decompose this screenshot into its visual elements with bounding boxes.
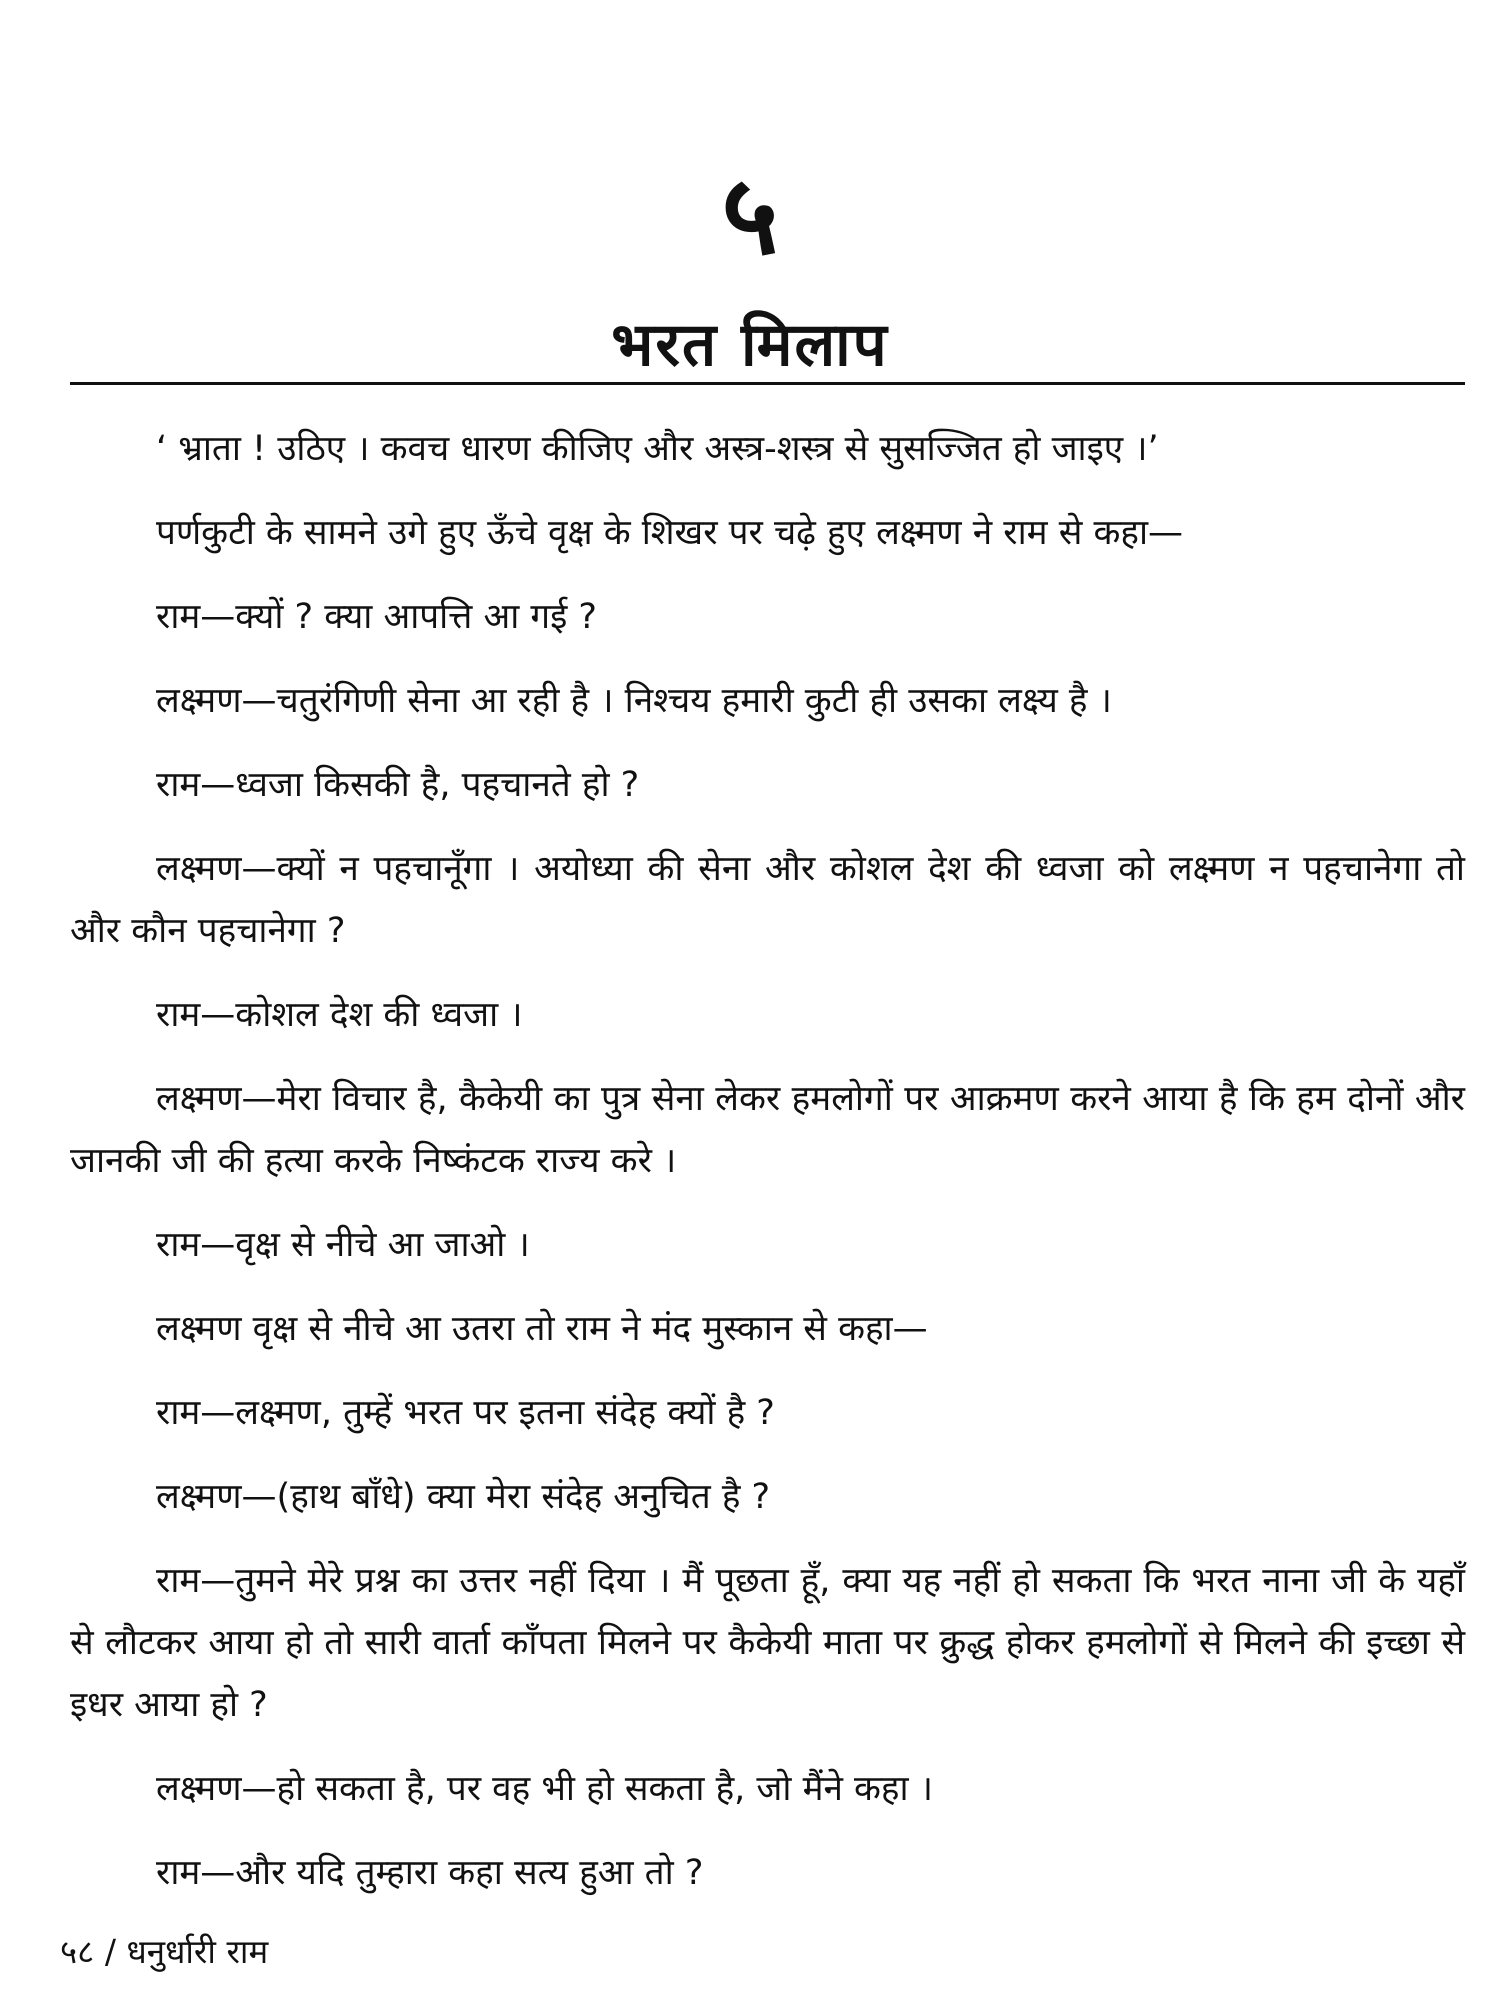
paragraph: राम—वृक्ष से नीचे आ जाओ ।: [156, 1225, 530, 1265]
footer-separator: /: [104, 1932, 116, 1971]
paragraph: ‘ भ्राता ! उठिए । कवच धारण कीजिए और अस्त्र-शस्त्र से सुसज्जित हो जाइए ।’: [156, 429, 1159, 469]
page-footer: [60, 1932, 268, 1972]
title-divider: [70, 382, 1465, 385]
paragraph: राम—और यदि तुम्हारा कहा सत्य हुआ तो ?: [156, 1853, 704, 1893]
book-title: धनुर्धारी राम: [126, 1932, 269, 1971]
chapter-body: [70, 418, 1465, 1926]
page-number: ५८: [60, 1932, 95, 1971]
chapter-title: भरत मिलाप: [611, 310, 889, 380]
paragraph: लक्ष्मण—हो सकता है, पर वह भी हो सकता है, जो मैंने कहा ।: [156, 1769, 933, 1809]
paragraph: राम—क्यों ? क्या आपत्ति आ गई ?: [156, 597, 597, 637]
paragraph: लक्ष्मण—(हाथ बाँधे) क्या मेरा संदेह अनुचित है ?: [156, 1477, 771, 1517]
paragraph: लक्ष्मण—मेरा विचार है, कैकेयी का पुत्र सेना लेकर हमलोगों पर आक्रमण करने आया है कि हम दोनों और जानकी जी की हत्या करके निष्कंटक राज्य करे ।: [70, 1079, 1465, 1181]
paragraph: लक्ष्मण वृक्ष से नीचे आ उतरा तो राम ने मंद मुस्कान से कहा—: [156, 1309, 928, 1349]
paragraph: राम—तुमने मेरे प्रश्न का उत्तर नहीं दिया । मैं पूछता हूँ, क्या यह नहीं हो सकता कि भरत नाना जी के यहाँ से लौटकर आया हो तो सारी वार्ता काँपता मिलने पर कैकेयी माता पर क्रुद्ध होकर हमलोगों से मिलने की इच्छा से इधर आया हो ?: [70, 1561, 1465, 1725]
paragraph: राम—ध्वजा किसकी है, पहचानते हो ?: [156, 765, 640, 805]
chapter-number: ५: [721, 151, 779, 279]
paragraph: लक्ष्मण—क्यों न पहचानूँगा । अयोध्या की सेना और कोशल देश की ध्वजा को लक्ष्मण न पहचानेगा तो और कौन पहचानेगा ?: [70, 849, 1465, 951]
paragraph: राम—कोशल देश की ध्वजा ।: [156, 995, 523, 1035]
paragraph: लक्ष्मण—चतुरंगिणी सेना आ रही है । निश्चय हमारी कुटी ही उसका लक्ष्य है ।: [156, 681, 1112, 721]
paragraph: पर्णकुटी के सामने उगे हुए ऊँचे वृक्ष के शिखर पर चढ़े हुए लक्ष्मण ने राम से कहा—: [156, 513, 1184, 553]
paragraph: राम—लक्ष्मण, तुम्हें भरत पर इतना संदेह क्यों है ?: [156, 1393, 775, 1433]
